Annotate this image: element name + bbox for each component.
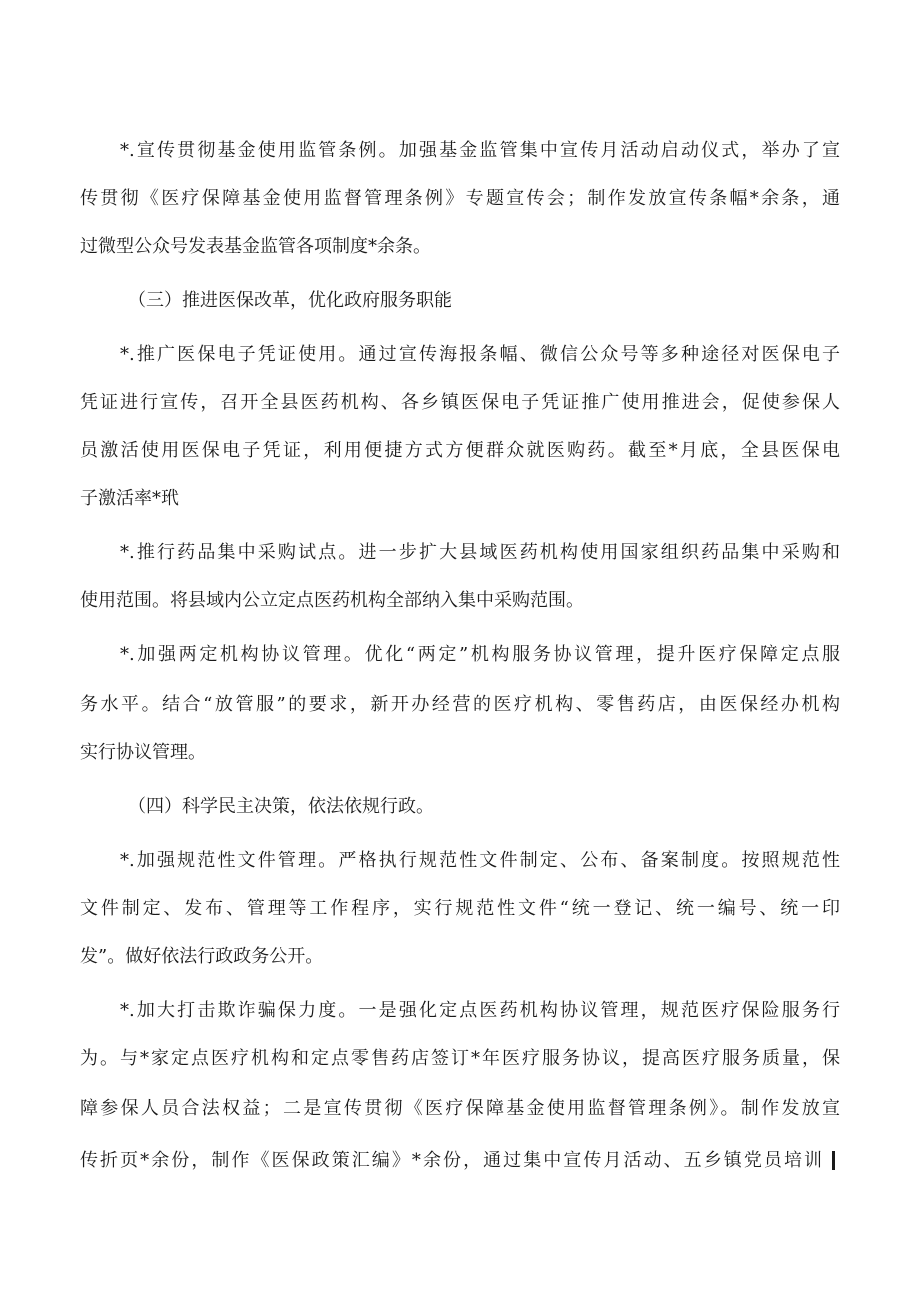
line-text: 传折页*余份，制作《医保政策汇编》*余份，通过集中宣传月活动、五乡镇党员培训 [80,1150,822,1171]
heading-text: （四）科学民主决策，依法依规行政。 [128,796,434,817]
paragraph-line [0,340,920,370]
line-text: *.加强两定机构协议管理。优化“两定”机构服务协议管理，提升医疗保障定点服 [120,644,840,665]
text-cursor-icon [832,1151,835,1170]
paragraph-line [0,1044,920,1074]
paragraph-line [0,586,920,616]
line-text: 使用范围。将县域内公立定点医药机构全部纳入集中采购范围。 [80,590,584,611]
line-text: *.推行药品集中采购试点。进一步扩大县域医药机构使用国家组织药品集中采购和 [120,542,840,563]
paragraph-line [0,996,920,1026]
section-heading [0,792,920,822]
line-text: 过微型公众号发表基金监管各项制度*余条。 [80,236,431,257]
line-text: 障参保人员合法权益；二是宣传贯彻《医疗保障基金使用监督管理条例》。制作发放宣 [80,1098,840,1119]
line-text: 为。与*家定点医疗机构和定点零售药店签订*年医疗服务协议，提高医疗服务质量，保 [80,1048,840,1069]
paragraph-line [0,894,920,924]
paragraph-line [0,846,920,876]
paragraph-line [0,640,920,670]
heading-text: （三）推进医保改革，优化政府服务职能 [128,290,452,311]
paragraph-line [0,690,920,720]
line-text: 文件制定、发布、管理等工作程序，实行规范性文件“统一登记、统一编号、统一印 [80,898,840,919]
paragraph-line [0,738,920,768]
line-text: *.推广医保电子凭证使用。通过宣传海报条幅、微信公众号等多种途径对医保电子 [120,344,840,365]
line-text: *.宣传贯彻基金使用监管条例。加强基金监管集中宣传月活动启动仪式，举办了宣 [120,140,840,161]
paragraph-line [0,232,920,262]
paragraph-line [0,1094,920,1124]
line-text: 发”。做好依法行政政务公开。 [80,946,324,967]
paragraph-line [0,484,920,514]
line-text: 员激活使用医保电子凭证，利用便捷方式方便群众就医购药。截至*月底，全县医保电 [80,440,840,461]
section-heading [0,286,920,316]
paragraph-line [0,388,920,418]
paragraph-line [0,436,920,466]
paragraph-line [0,538,920,568]
line-text: *.加大打击欺诈骗保力度。一是强化定点医药机构协议管理，规范医疗保险服务行 [120,1000,840,1021]
line-text: 凭证进行宣传，召开全县医药机构、各乡镇医保电子凭证推广使用推进会，促使参保人 [80,392,840,413]
line-text: 实行协议管理。 [80,742,206,763]
paragraph-line [0,1146,920,1176]
line-text: *.加强规范性文件管理。严格执行规范性文件制定、公布、备案制度。按照规范性 [120,850,840,871]
paragraph-line [0,942,920,972]
line-text: 传贯彻《医疗保障基金使用监督管理条例》专题宣传会；制作发放宣传条幅*余条，通 [80,188,840,209]
paragraph-line [0,136,920,166]
line-text: 子激活率*玳 [80,488,179,509]
paragraph-line [0,184,920,214]
line-text: 务水平。结合“放管服”的要求，新开办经营的医疗机构、零售药店，由医保经办机构 [80,694,840,715]
